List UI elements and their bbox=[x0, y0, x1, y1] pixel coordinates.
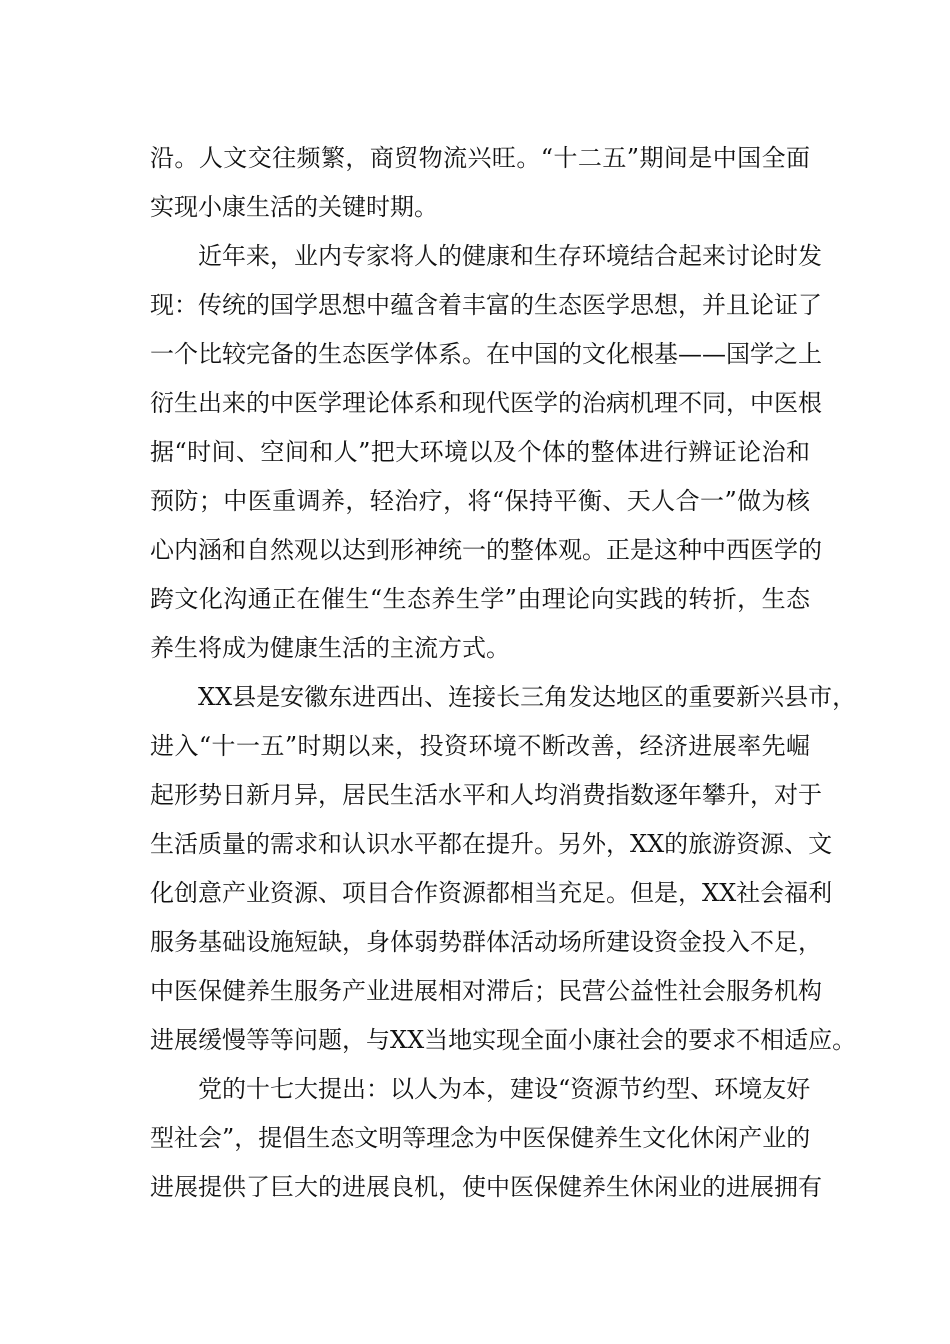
text-line: 生活质量的需求和认识水平都在提升。另外，XX的旅游资源、文 bbox=[150, 830, 833, 858]
text-line: 心内涵和自然观以达到形神统一的整体观。正是这种中西医学的 bbox=[150, 536, 822, 564]
text-line: 实现小康生活的关键时期。 bbox=[150, 193, 438, 221]
text-line: 跨文化沟通正在催生“生态养生学”由理论向实践的转折，生态 bbox=[150, 585, 810, 613]
text-line: 型社会”，提倡生态文明等理念为中医保健养生文化休闲产业的 bbox=[150, 1124, 811, 1152]
text-line: 现：传统的国学思想中蕴含着丰富的生态医学思想，并且论证了 bbox=[150, 291, 822, 319]
text-line: 养生将成为健康生活的主流方式。 bbox=[150, 634, 510, 662]
text-line: 一个比较完备的生态医学体系。在中国的文化根基——国学之上 bbox=[150, 340, 822, 368]
text-line: 衍生出来的中医学理论体系和现代医学的治病机理不同，中医根 bbox=[150, 389, 822, 417]
text-line: 服务基础设施短缺，身体弱势群体活动场所建设资金投入不足， bbox=[150, 928, 822, 956]
text-line: 起形势日新月异，居民生活水平和人均消费指数逐年攀升，对于 bbox=[150, 781, 822, 809]
text-line: 进入“十一五”时期以来，投资环境不断改善，经济进展率先崛 bbox=[150, 732, 810, 760]
text-line: 进展提供了巨大的进展良机，使中医保健养生休闲业的进展拥有 bbox=[150, 1173, 822, 1201]
paragraph-first-line: 党的十七大提出：以人为本，建设“资源节约型、环境友好 bbox=[198, 1075, 811, 1103]
text-line: 预防；中医重调养，轻治疗，将“保持平衡、天人合一”做为核 bbox=[150, 487, 810, 515]
paragraph-first-line: 近年来，业内专家将人的健康和生存环境结合起来讨论时发 bbox=[198, 242, 822, 270]
text-line: 沿。人文交往频繁，商贸物流兴旺。“十二五”期间是中国全面 bbox=[150, 144, 810, 172]
text-line: 化创意产业资源、项目合作资源都相当充足。但是，XX社会福利 bbox=[150, 879, 833, 907]
text-line: 进展缓慢等等问题，与XX当地实现全面小康社会的要求不相适应。 bbox=[150, 1026, 857, 1054]
text-line: 据“时间、空间和人”把大环境以及个体的整体进行辨证论治和 bbox=[150, 438, 810, 466]
text-line: 中医保健养生服务产业进展相对滞后；民营公益性社会服务机构 bbox=[150, 977, 822, 1005]
paragraph-first-line: XX县是安徽东进西出、连接长三角发达地区的重要新兴县市， bbox=[198, 683, 857, 711]
